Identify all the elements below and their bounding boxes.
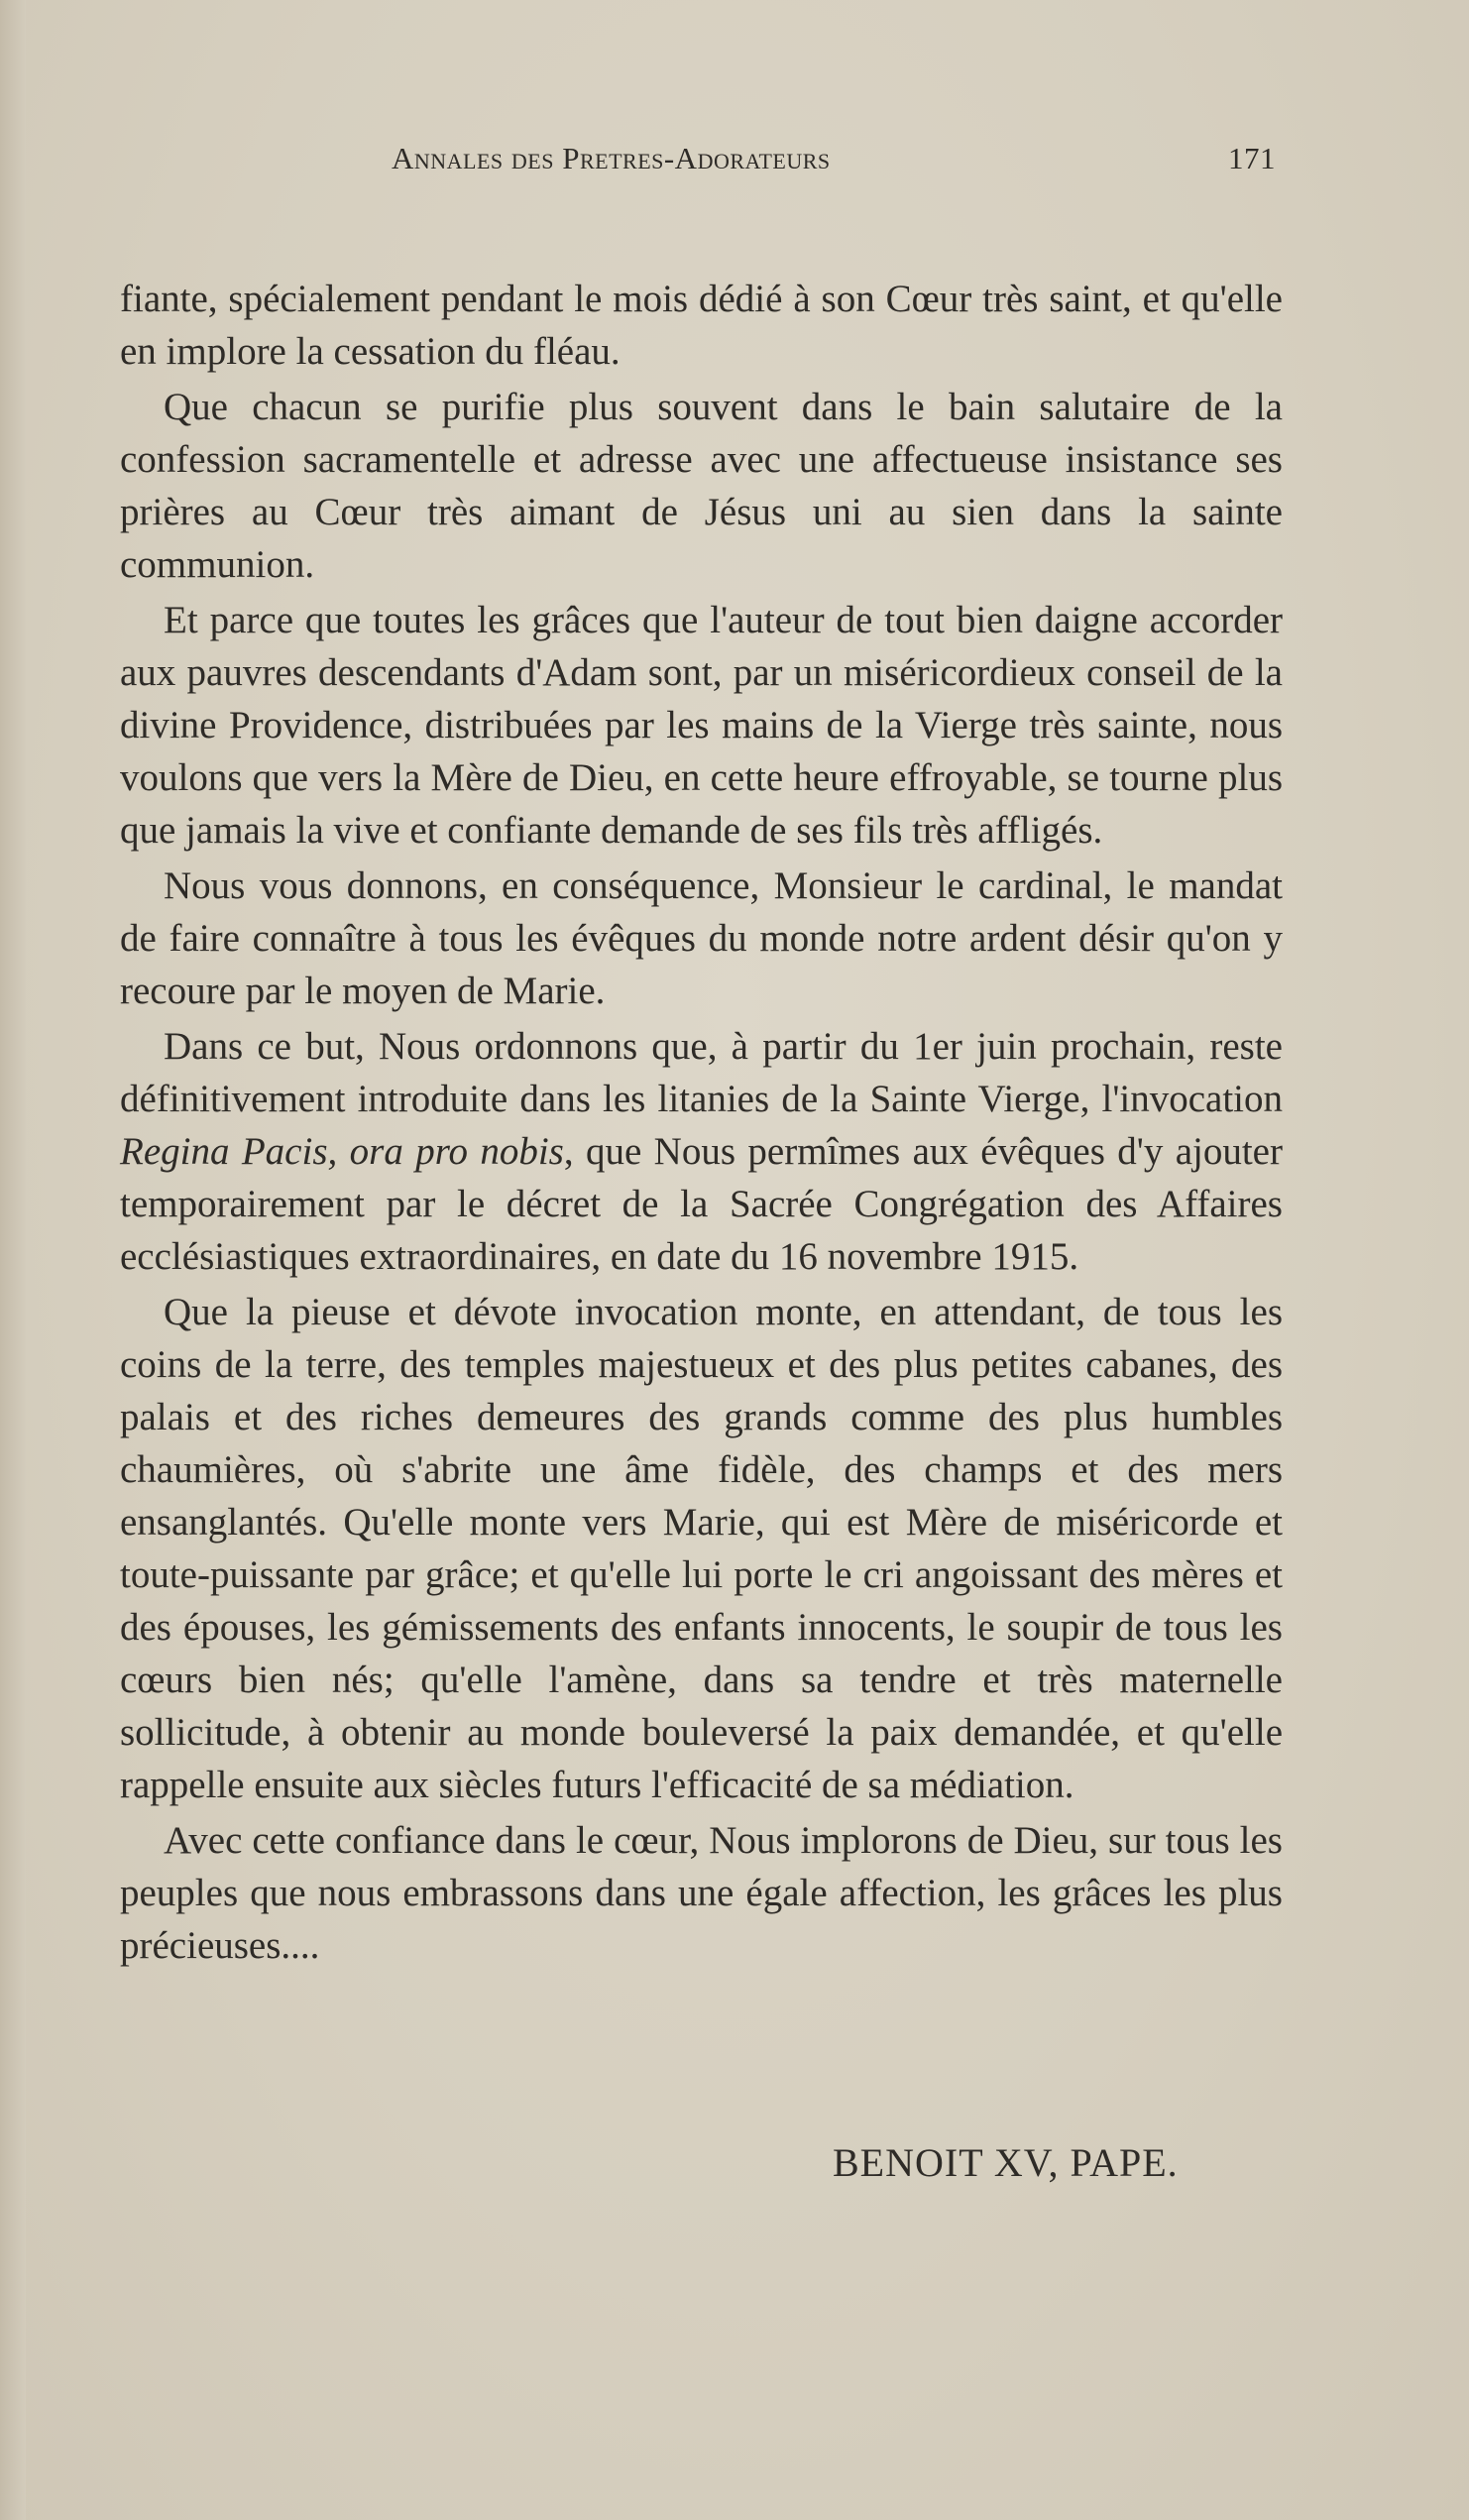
running-title: Annales des Pretres-Adorateurs (392, 141, 831, 175)
paragraph-5 (120, 1020, 1283, 1283)
paragraph-5-after: , que Nous permîmes aux évêques d'y ajouter temporairement par le décret de la Sacrée Congrégation des Affaires ecclésiastiques extraordinaires, en date du 16 novembre 1915. (120, 1130, 1283, 1278)
invocation-text: Regina Pacis, ora pro nobis (120, 1130, 564, 1173)
paragraph-5-before: Dans ce but, Nous ordonnons que, à partir du 1er juin prochain, reste définitivement introduite dans les litanies de la Sainte Vierge, l'invocation (120, 1025, 1283, 1120)
page-header (392, 141, 1276, 184)
paragraph-4: Nous vous donnons, en conséquence, Monsieur le cardinal, le mandat de faire connaître à tous les évêques du monde notre ardent désir qu'on y recoure par le moyen de Marie. (120, 864, 1283, 1012)
paragraph-1: fiante, spécialement pendant le mois dédié à son Cœur très saint, et qu'elle en implore la cessation du fléau. (120, 278, 1283, 373)
paragraph-6: Que la pieuse et dévote invocation monte, en attendant, de tous les coins de la terre, des temples majestueux et des plus petites cabanes, des palais et des riches demeures des grands comme des plus humbles chaumières, où s'abrite une âme fidèle, des champs et des mers ensanglantés. Qu'elle monte vers Marie, qui est Mère de miséricorde et toute-puissante par grâce; et qu'elle lui porte le cri angoissant des mères et des épouses, les gémissements des enfants innocents, le soupir de tous les cœurs bien nés; qu'elle l'amène, dans sa tendre et très maternelle sollicitude, à obtenir au monde bouleversé la paix demandée, et qu'elle rappelle ensuite aux siècles futurs l'efficacité de sa médiation. (120, 1291, 1283, 1806)
page-number: 171 (1228, 141, 1276, 175)
signature: BENOIT XV, PAPE. (833, 2140, 1179, 2185)
paragraph-7: Avec cette confiance dans le cœur, Nous implorons de Dieu, sur tous les peuples que nous embrassons dans une égale affection, les grâces les plus précieuses.... (120, 1819, 1283, 1967)
paragraph-2: Que chacun se purifie plus souvent dans le bain salutaire de la confession sacramentelle et adresse avec une affectueuse insistance ses prières au Cœur très aimant de Jésus uni au sien dans la sainte communion. (120, 386, 1283, 586)
paragraph-3: Et parce que toutes les grâces que l'auteur de tout bien daigne accorder aux pauvres descendants d'Adam sont, par un miséricordieux conseil de la divine Providence, distribuées par les mains de la Vierge très sainte, nous voulons que vers la Mère de Dieu, en cette heure effroyable, se tourne plus que jamais la vive et confiante demande de ses fils très affligés. (120, 599, 1283, 852)
page-edge (0, 0, 26, 2520)
body-text (120, 273, 1283, 1975)
